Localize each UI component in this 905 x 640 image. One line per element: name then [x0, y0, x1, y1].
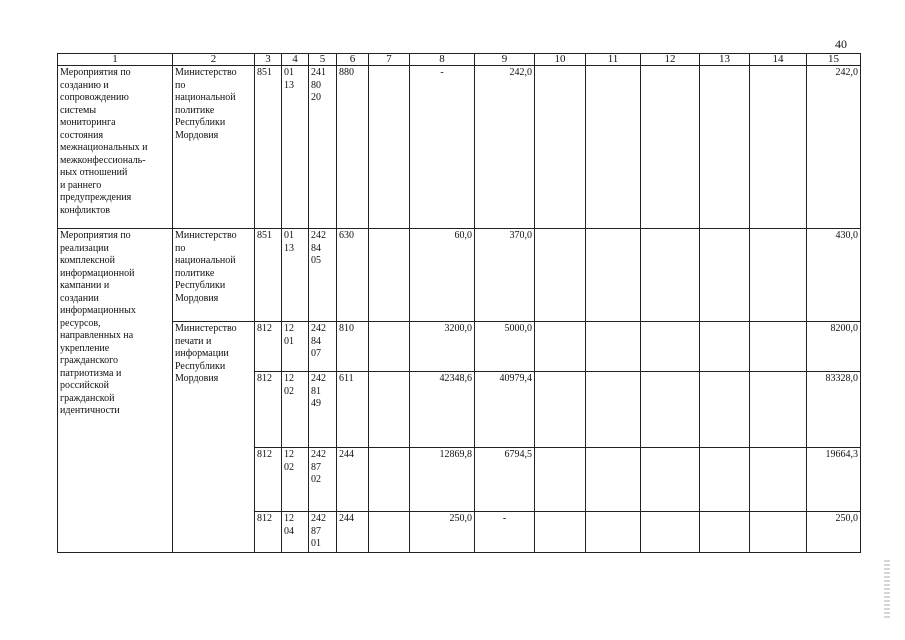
col12-cell	[641, 372, 700, 448]
total-cell: 83328,0	[807, 372, 861, 448]
col8-cell: -	[410, 66, 475, 229]
target-article-cell: 242 87 01	[309, 512, 337, 553]
expense-type-cell: 630	[337, 229, 369, 322]
ministry-cell: Министерство по национальной политике Республики Мордовия	[173, 66, 255, 229]
target-article-cell: 242 81 49	[309, 372, 337, 448]
grbs-cell: 851	[255, 66, 282, 229]
header-col-10: 10	[535, 54, 586, 66]
target-article-cell: 242 84 05	[309, 229, 337, 322]
col12-cell	[641, 448, 700, 512]
col11-cell	[586, 372, 641, 448]
col14-cell	[750, 322, 807, 372]
col9-cell: 242,0	[475, 66, 535, 229]
col13-cell	[700, 322, 750, 372]
col10-cell	[535, 512, 586, 553]
header-col-1: 1	[58, 54, 173, 66]
table-row	[58, 229, 861, 322]
ministry-cell: Министерство по национальной политике Республики Мордовия	[173, 229, 255, 322]
col11-cell	[586, 448, 641, 512]
header-col-14: 14	[750, 54, 807, 66]
target-article-cell: 242 84 07	[309, 322, 337, 372]
col8-cell: 250,0	[410, 512, 475, 553]
col9-cell: 40979,4	[475, 372, 535, 448]
col14-cell	[750, 512, 807, 553]
col12-cell	[641, 512, 700, 553]
col14-cell	[750, 448, 807, 512]
col13-cell	[700, 66, 750, 229]
expense-type-cell: 244	[337, 512, 369, 553]
col8-cell: 42348,6	[410, 372, 475, 448]
col11-cell	[586, 229, 641, 322]
col7-cell	[369, 66, 410, 229]
header-col-9: 9	[475, 54, 535, 66]
col10-cell	[535, 229, 586, 322]
grbs-cell: 812	[255, 322, 282, 372]
col9-cell: 5000,0	[475, 322, 535, 372]
col13-cell	[700, 512, 750, 553]
col10-cell	[535, 66, 586, 229]
expense-type-cell: 244	[337, 448, 369, 512]
col11-cell	[586, 322, 641, 372]
col9-cell: 370,0	[475, 229, 535, 322]
event-cell: Мероприятия по созданию и сопровождению системы мониторинга состояния межнациональных и межконфессиональ- ных отношений и раннего предупреждения конфликтов	[58, 66, 173, 229]
header-col-6: 6	[337, 54, 369, 66]
col8-cell: 12869,8	[410, 448, 475, 512]
col14-cell	[750, 229, 807, 322]
header-col-5: 5	[309, 54, 337, 66]
col12-cell	[641, 322, 700, 372]
expense-type-cell: 810	[337, 322, 369, 372]
header-col-2: 2	[173, 54, 255, 66]
col11-cell	[586, 512, 641, 553]
grbs-cell: 812	[255, 372, 282, 448]
section-cell: 12 02	[282, 448, 309, 512]
col11-cell	[586, 66, 641, 229]
col13-cell	[700, 229, 750, 322]
col8-cell: 60,0	[410, 229, 475, 322]
header-col-13: 13	[700, 54, 750, 66]
section-cell: 12 02	[282, 372, 309, 448]
col12-cell	[641, 66, 700, 229]
grbs-cell: 851	[255, 229, 282, 322]
header-col-12: 12	[641, 54, 700, 66]
budget-table	[57, 53, 861, 553]
event-cell: Мероприятия по реализации комплексной информационной кампании и создании информационных ресурсов, направленных на укрепление гражданского патриотизма и российской гражданской идентичности	[58, 229, 173, 553]
col14-cell	[750, 372, 807, 448]
col12-cell	[641, 229, 700, 322]
header-col-3: 3	[255, 54, 282, 66]
ministry-cell: Министерство печати и информации Республики Мордовия	[173, 322, 255, 553]
col8-cell: 3200,0	[410, 322, 475, 372]
header-col-15: 15	[807, 54, 861, 66]
total-cell: 250,0	[807, 512, 861, 553]
total-cell: 430,0	[807, 229, 861, 322]
col7-cell	[369, 372, 410, 448]
grbs-cell: 812	[255, 448, 282, 512]
page-number: 40	[835, 37, 847, 51]
col13-cell	[700, 448, 750, 512]
col10-cell	[535, 322, 586, 372]
table-row	[58, 322, 861, 372]
col10-cell	[535, 448, 586, 512]
col13-cell	[700, 372, 750, 448]
grbs-cell: 812	[255, 512, 282, 553]
scan-edge-mark	[884, 560, 890, 620]
section-cell: 01 13	[282, 229, 309, 322]
col9-cell: 6794,5	[475, 448, 535, 512]
expense-type-cell: 611	[337, 372, 369, 448]
col9-cell: -	[475, 512, 535, 553]
col14-cell	[750, 66, 807, 229]
col7-cell	[369, 448, 410, 512]
target-article-cell: 241 80 20	[309, 66, 337, 229]
expense-type-cell: 880	[337, 66, 369, 229]
header-col-11: 11	[586, 54, 641, 66]
section-cell: 12 04	[282, 512, 309, 553]
col7-cell	[369, 322, 410, 372]
table-row	[58, 66, 861, 229]
col7-cell	[369, 229, 410, 322]
target-article-cell: 242 87 02	[309, 448, 337, 512]
total-cell: 8200,0	[807, 322, 861, 372]
section-cell: 12 01	[282, 322, 309, 372]
header-col-8: 8	[410, 54, 475, 66]
table-header	[58, 54, 861, 66]
col7-cell	[369, 512, 410, 553]
header-col-4: 4	[282, 54, 309, 66]
total-cell: 242,0	[807, 66, 861, 229]
header-col-7: 7	[369, 54, 410, 66]
section-cell: 01 13	[282, 66, 309, 229]
col10-cell	[535, 372, 586, 448]
total-cell: 19664,3	[807, 448, 861, 512]
